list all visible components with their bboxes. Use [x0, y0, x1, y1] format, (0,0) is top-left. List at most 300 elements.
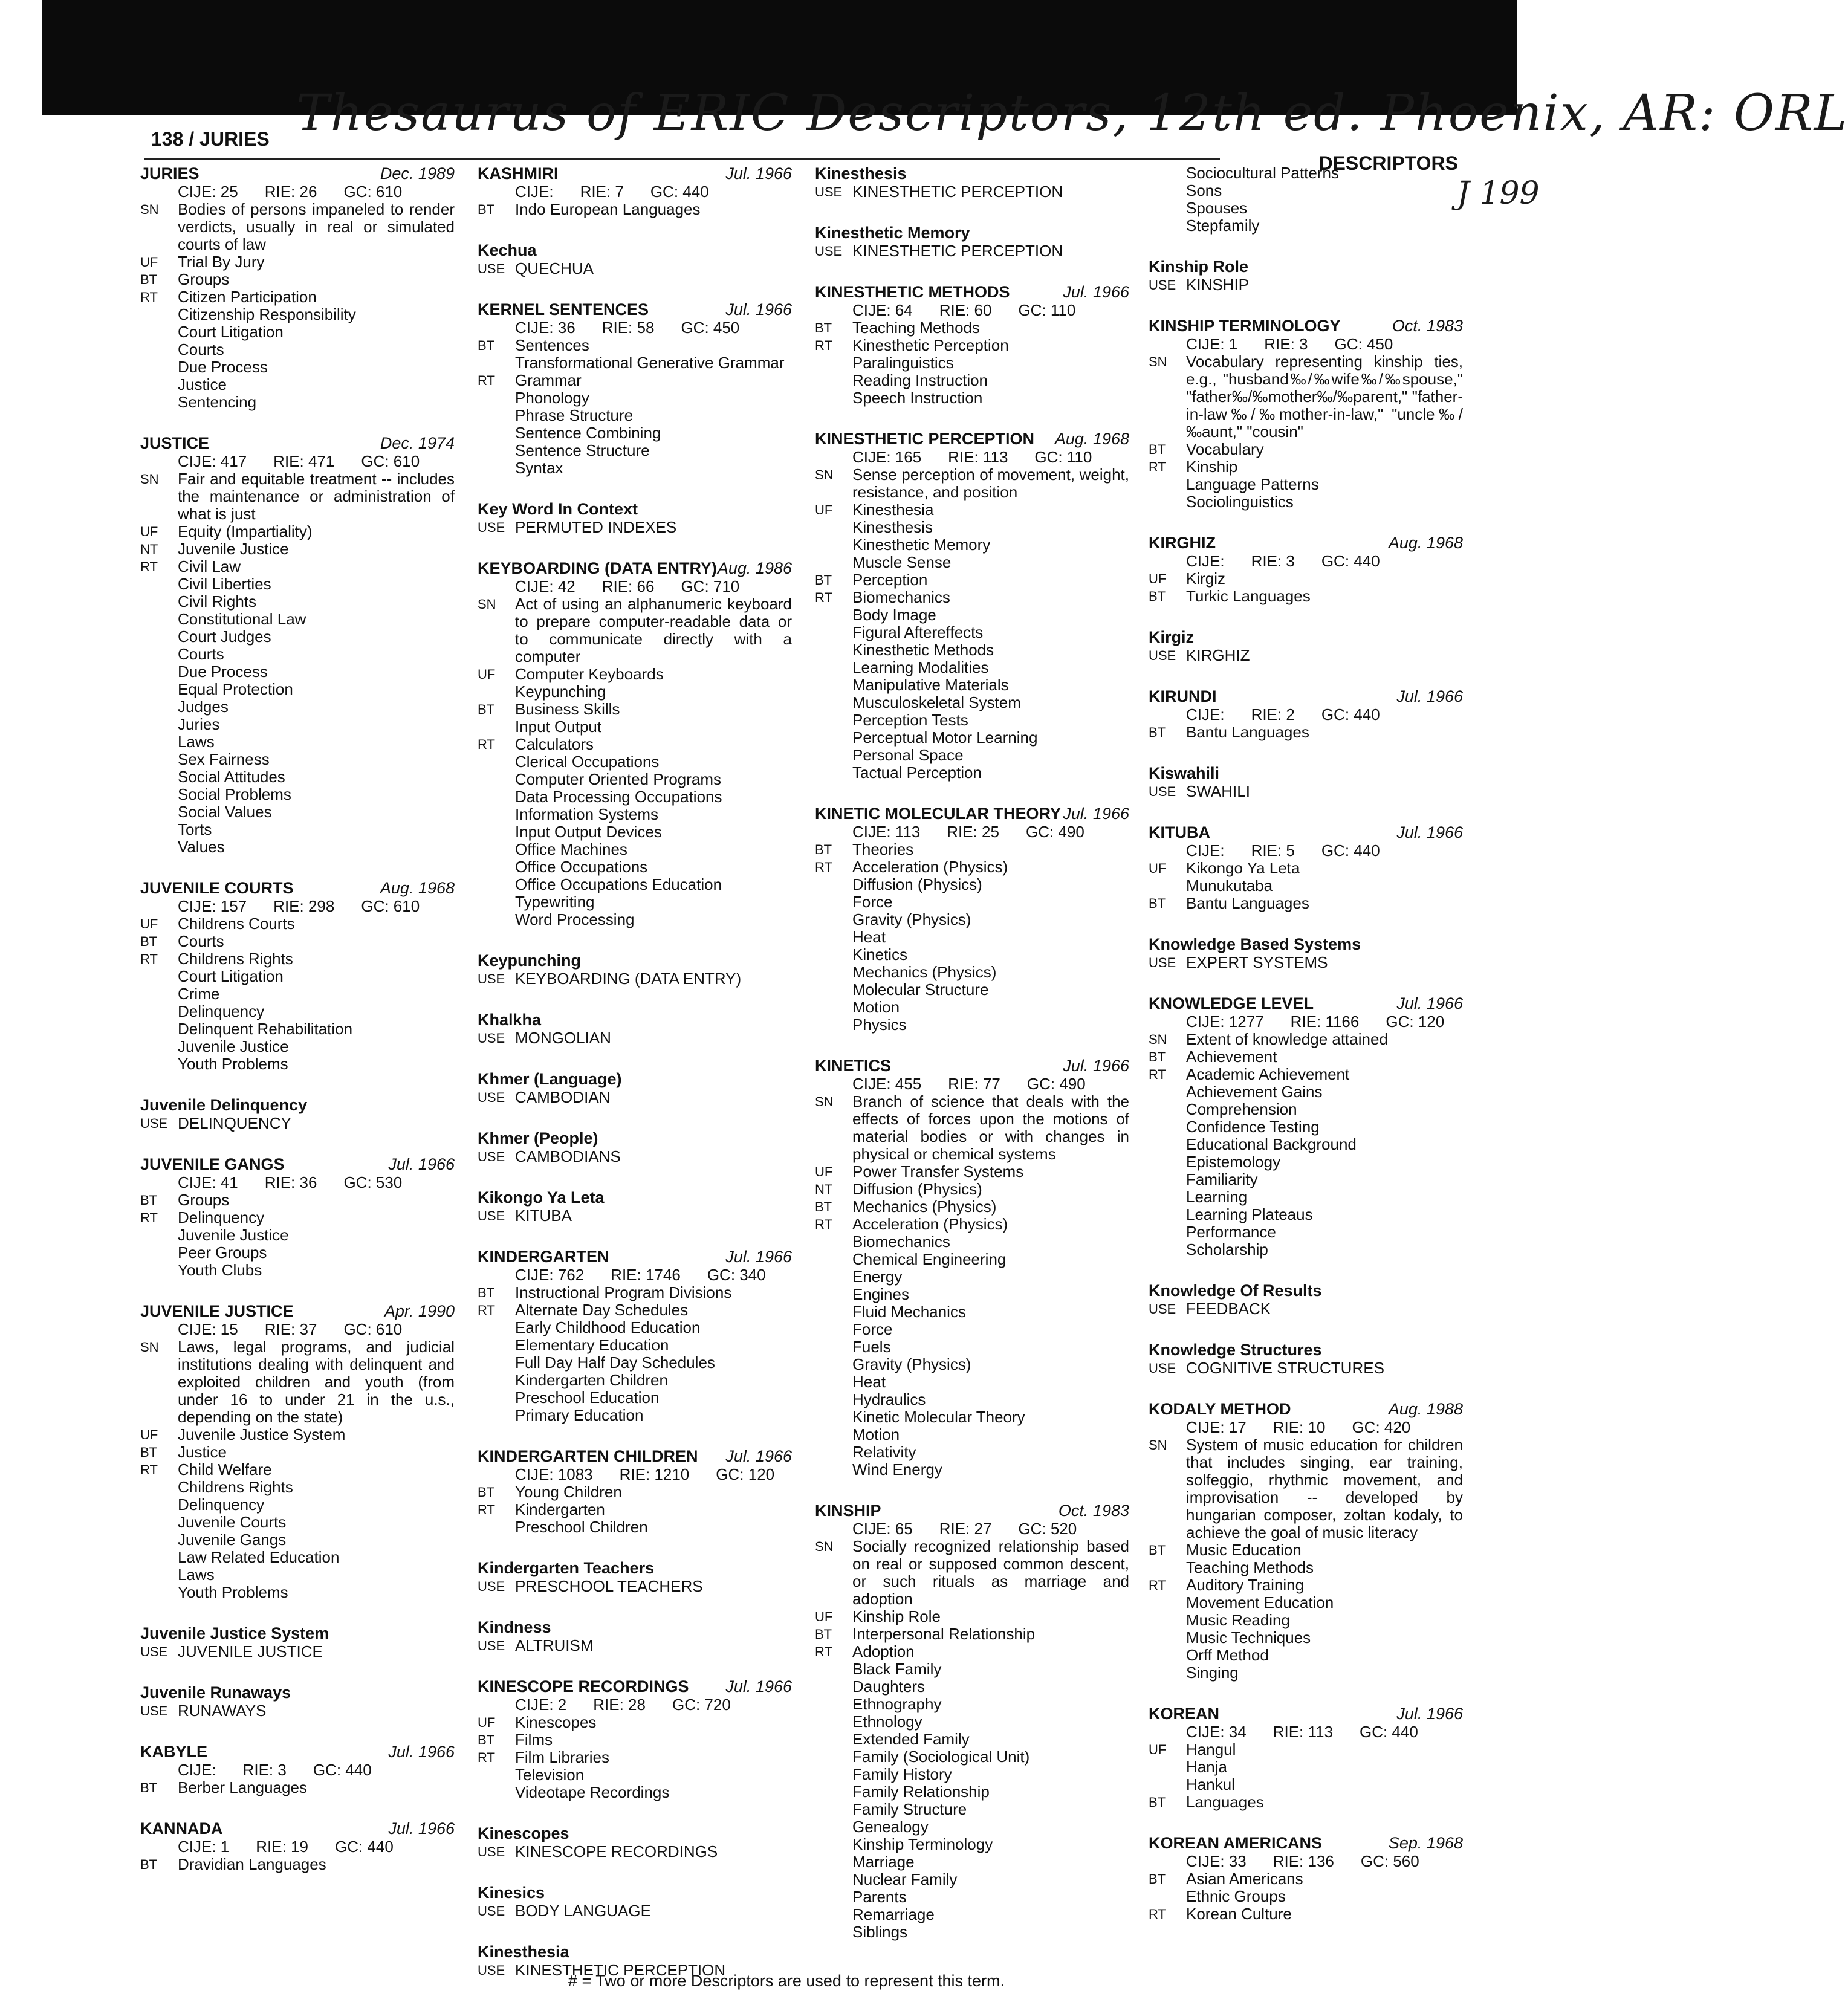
related-term: RUNAWAYS: [178, 1702, 267, 1720]
count-value: GC: 340: [707, 1266, 766, 1284]
related-term: KINSHIP: [1186, 276, 1250, 294]
entry-field: [1149, 199, 1463, 217]
related-term: KINESTHETIC PERCEPTION: [852, 183, 1063, 201]
field-code: [478, 1372, 515, 1389]
entry-field: [140, 786, 455, 803]
entry-field: [478, 389, 792, 407]
related-term: Academic Achievement: [1186, 1065, 1350, 1083]
related-term: Equity (Impartiality): [178, 522, 313, 540]
field-code: [815, 1286, 852, 1303]
field-code: [478, 407, 515, 424]
entry-field: [140, 540, 455, 558]
field-code: BT: [815, 1627, 832, 1642]
entry-field: [815, 1016, 1129, 1034]
count-value: GC: 440: [1359, 1723, 1418, 1741]
field-code: [815, 1818, 852, 1836]
count-value: GC: 120: [1386, 1012, 1445, 1031]
entry-heading: [478, 241, 792, 260]
posting-counts: [815, 449, 1129, 466]
entry-field: [815, 676, 1129, 694]
count-value: GC: 610: [343, 183, 403, 201]
related-term: Family Structure: [852, 1800, 967, 1818]
count-value: RIE: 5: [1251, 841, 1295, 860]
field-code: BT: [1149, 1049, 1166, 1064]
field-code: [140, 376, 178, 394]
posting-counts: [815, 302, 1129, 319]
field-code: SN: [1149, 354, 1167, 369]
entry-field: [478, 1784, 792, 1801]
related-term: Chemical Engineering: [852, 1250, 1007, 1268]
related-term: Ethnic Groups: [1186, 1887, 1286, 1905]
entry-heading: [1149, 994, 1463, 1013]
entry-heading: [1149, 628, 1463, 647]
field-code: USE: [140, 1703, 168, 1719]
field-code: [478, 424, 515, 442]
entry-field: [815, 589, 1129, 606]
posting-counts: [140, 183, 455, 201]
related-term: Languages: [1186, 1793, 1264, 1811]
entry-field: [140, 838, 455, 856]
posting-counts: [140, 1761, 455, 1779]
field-code: USE: [140, 1116, 168, 1131]
header-rule: [144, 158, 1220, 160]
related-term: Molecular Structure: [852, 980, 989, 999]
scope-note: Laws, legal programs, and judicial institutions dealing with delinquent and exploited children and youth (from under 16 to under 21 in the u.s., depending on the state): [178, 1338, 455, 1426]
thesaurus-entry: [478, 241, 792, 277]
related-term: Heat: [852, 1373, 886, 1391]
entry-heading: [478, 1447, 792, 1466]
count-value: RIE: 10: [1273, 1418, 1326, 1436]
field-code: USE: [478, 1149, 505, 1164]
entry-field: [478, 459, 792, 477]
thesaurus-entry: [478, 1884, 792, 1920]
entry-field: [815, 928, 1129, 946]
related-term: ALTRUISM: [515, 1636, 594, 1654]
related-term: Trial By Jury: [178, 253, 265, 271]
entry-field: [1149, 1576, 1463, 1594]
field-code: [1149, 1758, 1186, 1776]
thesaurus-entry: [1149, 764, 1463, 800]
entry-field: [140, 1549, 455, 1566]
entry-field: [140, 1191, 455, 1209]
count-value: CIJE:: [178, 1761, 216, 1779]
date-added: Aug. 1988: [1388, 1400, 1463, 1418]
count-value: GC: 520: [1018, 1520, 1077, 1538]
related-term: Citizen Participation: [178, 288, 317, 306]
count-value: RIE: 58: [601, 319, 655, 337]
entry-field: [1149, 1031, 1463, 1048]
field-code: [815, 1338, 852, 1356]
field-code: [140, 1584, 178, 1601]
entry-field: [815, 858, 1129, 876]
entry-heading: [140, 434, 455, 453]
entry-field: [140, 985, 455, 1003]
scope-note: Fair and equitable treatment -- includes the maintenance or administration of what is just: [178, 470, 455, 523]
field-code: [478, 788, 515, 806]
date-added: Jul. 1966: [388, 1819, 455, 1838]
entry-field: [478, 1336, 792, 1354]
date-added: Jul. 1966: [725, 1447, 792, 1465]
related-term: Computer Keyboards: [515, 665, 664, 683]
related-term: Office Occupations Education: [515, 875, 722, 893]
column-2: [478, 164, 792, 2002]
field-code: USE: [815, 244, 843, 259]
related-term: Delinquent Rehabilitation: [178, 1020, 353, 1038]
field-code: [815, 1853, 852, 1871]
entry-field: [815, 1538, 1129, 1608]
entry-heading: [478, 1129, 792, 1148]
count-value: GC: 440: [334, 1838, 394, 1856]
related-term: Interpersonal Relationship: [852, 1625, 1036, 1643]
count-value: CIJE: 1277: [1186, 1012, 1264, 1031]
entry-heading: [815, 430, 1129, 449]
related-term: Kindergarten Children: [515, 1371, 668, 1389]
entry-field: [140, 628, 455, 646]
posting-counts: [140, 1174, 455, 1191]
related-term: Language Patterns: [1186, 475, 1319, 493]
descriptor-term: JUVENILE COURTS: [140, 879, 294, 897]
scope-note: Socially recognized relationship based on real or supposed common descent, or such rituals as marriage and adoption: [852, 1537, 1129, 1608]
field-code: USE: [1149, 277, 1176, 293]
entry-heading: [140, 1683, 455, 1702]
count-value: RIE: 3: [242, 1761, 287, 1779]
entry-field: [140, 1514, 455, 1531]
thesaurus-entry: [1149, 994, 1463, 1259]
entry-field: [1149, 1594, 1463, 1612]
entry-field: [140, 1209, 455, 1226]
count-value: GC: 710: [681, 577, 740, 595]
entry-field: [815, 1443, 1129, 1461]
entry-field: [1149, 1758, 1463, 1776]
related-term: Energy: [852, 1268, 903, 1286]
field-code: RT: [815, 860, 832, 875]
entry-field: [478, 788, 792, 806]
field-code: [478, 1336, 515, 1354]
entry-field: [1149, 1300, 1463, 1318]
field-code: [1149, 1153, 1186, 1171]
related-term: Kinship: [1186, 458, 1238, 476]
related-term: Fluid Mechanics: [852, 1303, 966, 1321]
field-code: [478, 1518, 515, 1536]
count-value: RIE: 3: [1251, 552, 1295, 570]
related-term: Tactual Perception: [852, 763, 982, 782]
field-code: SN: [815, 1094, 834, 1109]
entry-heading: [478, 1248, 792, 1266]
entry-field: [478, 424, 792, 442]
field-code: [478, 876, 515, 893]
descriptor-term: KITUBA: [1149, 823, 1210, 841]
thesaurus-entry: [1149, 687, 1463, 741]
related-term: Due Process: [178, 358, 268, 376]
field-code: [1149, 1101, 1186, 1118]
page-number: 138 / JURIES: [151, 128, 270, 150]
posting-counts: [140, 898, 455, 915]
entry-field: [815, 1303, 1129, 1321]
related-term: Elementary Education: [515, 1336, 669, 1354]
field-code: UF: [478, 667, 496, 682]
entry-field: [815, 501, 1129, 519]
descriptor-term: Kinesthesis: [815, 164, 907, 183]
related-term: Dravidian Languages: [178, 1855, 326, 1873]
field-code: [815, 893, 852, 911]
related-term: Body Image: [852, 606, 936, 624]
entry-field: [815, 911, 1129, 928]
field-code: [815, 964, 852, 981]
entry-field: [815, 1888, 1129, 1906]
count-value: GC: 450: [1334, 335, 1393, 353]
related-term: Constitutional Law: [178, 610, 306, 628]
related-term: Sons: [1186, 181, 1222, 199]
entry-field: [478, 519, 792, 536]
entry-field: [478, 1483, 792, 1501]
related-term: Muscle Sense: [852, 553, 952, 571]
count-value: GC: 120: [716, 1465, 775, 1483]
entry-field: [140, 394, 455, 411]
entry-field: [1149, 588, 1463, 605]
posting-counts: [1149, 552, 1463, 570]
field-code: [1149, 1629, 1186, 1647]
related-term: Kikongo Ya Leta: [1186, 859, 1300, 877]
field-code: [140, 1514, 178, 1531]
related-term: Gravity (Physics): [852, 910, 971, 928]
related-term: Performance: [1186, 1223, 1276, 1241]
date-added: Jul. 1966: [1396, 687, 1463, 705]
entry-field: [815, 964, 1129, 981]
related-term: Youth Clubs: [178, 1261, 262, 1279]
field-code: [478, 1319, 515, 1336]
posting-counts: [815, 1520, 1129, 1538]
field-code: [815, 354, 852, 372]
field-code: [478, 858, 515, 876]
entry-field: [1149, 1171, 1463, 1188]
entry-field: [140, 915, 455, 933]
entry-field: [140, 1643, 455, 1660]
count-value: RIE: 37: [264, 1320, 317, 1338]
thesaurus-entry: [1149, 935, 1463, 971]
related-term: Delinquency: [178, 1495, 265, 1514]
descriptor-term: KINETIC MOLECULAR THEORY: [815, 805, 1061, 823]
scope-note: Branch of science that deals with the effects of forces upon the motions of material bodies or with changes in physical or chemical systems: [852, 1092, 1129, 1163]
field-code: SN: [140, 471, 159, 487]
field-code: BT: [140, 1857, 158, 1872]
field-code: RT: [815, 1217, 832, 1232]
entry-heading: [1149, 1834, 1463, 1853]
entry-field: [478, 1148, 792, 1165]
entry-field: [815, 999, 1129, 1016]
related-term: Hankul: [1186, 1775, 1235, 1793]
thesaurus-entry: [478, 1677, 792, 1801]
entry-field: [1149, 1647, 1463, 1664]
entry-field: [140, 611, 455, 628]
date-added: Jul. 1966: [1063, 283, 1129, 301]
descriptor-term: KIRUNDI: [1149, 687, 1217, 705]
field-code: [815, 999, 852, 1016]
related-term: Kinesthesia: [852, 500, 934, 519]
entry-field: [815, 764, 1129, 782]
entry-field: [815, 354, 1129, 372]
entry-field: [1149, 954, 1463, 971]
field-code: BT: [140, 1780, 158, 1795]
field-code: [1149, 1188, 1186, 1206]
related-term: Sociolinguistics: [1186, 493, 1294, 511]
entry-field: [140, 1055, 455, 1073]
field-code: [815, 1888, 852, 1906]
entry-field: [478, 1749, 792, 1766]
related-term: Citizenship Responsibility: [178, 305, 356, 323]
entry-field: [815, 1391, 1129, 1408]
entry-field: [140, 558, 455, 575]
related-term: Daughters: [852, 1677, 925, 1696]
entry-field: [478, 1372, 792, 1389]
entry-field: [1149, 1118, 1463, 1136]
thesaurus-entry: [1149, 164, 1463, 235]
field-code: [140, 1496, 178, 1514]
field-code: [815, 1696, 852, 1713]
thesaurus-entry: [1149, 823, 1463, 912]
related-term: Delinquency: [178, 1208, 265, 1226]
field-code: BT: [1149, 1871, 1166, 1887]
field-code: [815, 1373, 852, 1391]
related-term: Biomechanics: [852, 588, 950, 606]
descriptor-term: Kinesthesia: [478, 1943, 569, 1961]
field-code: [140, 663, 178, 681]
posting-counts: [140, 1321, 455, 1338]
count-value: RIE: 25: [947, 823, 999, 841]
field-code: [1149, 199, 1186, 217]
entry-field: [815, 536, 1129, 554]
field-code: [815, 1731, 852, 1748]
field-code: [1149, 217, 1186, 235]
entry-field: [478, 823, 792, 841]
entry-field: [815, 1731, 1129, 1748]
entry-field: [140, 768, 455, 786]
field-code: BT: [478, 1285, 495, 1300]
entry-field: [815, 1853, 1129, 1871]
entry-heading: [478, 1011, 792, 1029]
descriptor-term: Kiswahili: [1149, 764, 1220, 782]
count-value: CIJE: 113: [852, 823, 921, 841]
field-code: [140, 1531, 178, 1549]
related-term: Kinship Terminology: [852, 1835, 993, 1853]
field-code: [478, 911, 515, 928]
related-term: Engines: [852, 1285, 909, 1303]
field-code: [140, 681, 178, 698]
descriptor-term: Knowledge Based Systems: [1149, 935, 1361, 953]
related-term: Power Transfer Systems: [852, 1162, 1024, 1181]
section-label: DESCRIPTORS: [1318, 152, 1458, 174]
field-code: [815, 1801, 852, 1818]
thesaurus-entry: [478, 1129, 792, 1165]
entry-field: [478, 1843, 792, 1861]
field-code: [140, 733, 178, 751]
field-code: SN: [1149, 1032, 1167, 1047]
related-term: Confidence Testing: [1186, 1118, 1320, 1136]
field-code: RT: [478, 1502, 495, 1517]
related-term: Ethnology: [852, 1712, 922, 1731]
thesaurus-entry: [140, 1155, 455, 1279]
related-term: Munukutaba: [1186, 876, 1273, 895]
related-term: Learning Plateaus: [1186, 1205, 1313, 1223]
field-code: [140, 751, 178, 768]
related-term: Due Process: [178, 662, 268, 681]
thesaurus-entry: [478, 164, 792, 218]
field-code: [478, 683, 515, 701]
entry-field: [815, 1216, 1129, 1233]
related-term: Achievement: [1186, 1048, 1277, 1066]
count-value: RIE: 19: [256, 1838, 308, 1856]
entry-field: [140, 933, 455, 950]
entry-field: [815, 554, 1129, 571]
entry-field: [140, 1443, 455, 1461]
entry-field: [140, 1003, 455, 1020]
entry-field: [478, 893, 792, 911]
entry-field: [815, 1766, 1129, 1783]
entry-field: [1149, 353, 1463, 441]
related-term: Diffusion (Physics): [852, 875, 982, 893]
related-term: Familiarity: [1186, 1170, 1258, 1188]
related-term: Civil Liberties: [178, 575, 271, 593]
field-code: [815, 911, 852, 928]
entry-field: [140, 575, 455, 593]
date-added: Aug. 1968: [380, 879, 455, 897]
related-term: Musculoskeletal System: [852, 693, 1021, 711]
entry-field: [1149, 458, 1463, 476]
related-term: Extended Family: [852, 1730, 970, 1748]
related-term: Teaching Methods: [852, 319, 981, 337]
related-term: Childrens Rights: [178, 1478, 293, 1496]
related-term: Achievement Gains: [1186, 1083, 1323, 1101]
entry-field: [1149, 1048, 1463, 1066]
field-code: [815, 1268, 852, 1286]
field-code: [1149, 1136, 1186, 1153]
field-code: [815, 711, 852, 729]
field-code: [140, 358, 178, 376]
related-term: Delinquency: [178, 1002, 265, 1020]
entry-field: [1149, 1241, 1463, 1259]
count-value: GC: 560: [1360, 1852, 1419, 1870]
related-term: Relativity: [852, 1443, 916, 1461]
entry-field: [478, 718, 792, 736]
field-code: [140, 1038, 178, 1055]
entry-field: [815, 729, 1129, 747]
entry-field: [140, 1020, 455, 1038]
field-code: [815, 1461, 852, 1479]
entry-heading: [478, 1824, 792, 1843]
related-term: Kinesthetic Memory: [852, 536, 991, 554]
field-code: RT: [478, 1303, 495, 1318]
field-code: RT: [478, 373, 495, 388]
entry-field: [140, 1115, 455, 1132]
field-code: [140, 1549, 178, 1566]
field-code: SN: [140, 202, 159, 217]
field-code: RT: [140, 951, 158, 967]
related-term: Juvenile Justice: [178, 1037, 289, 1055]
descriptor-term: KINESCOPE RECORDINGS: [478, 1677, 689, 1696]
count-value: RIE: 2: [1251, 705, 1295, 724]
field-code: [140, 821, 178, 838]
field-code: BT: [815, 1199, 832, 1214]
related-term: Turkic Languages: [1186, 587, 1311, 605]
thesaurus-entry: [478, 1070, 792, 1106]
field-code: USE: [815, 184, 843, 199]
entry-field: [815, 747, 1129, 764]
posting-counts: [478, 183, 792, 201]
field-code: SN: [815, 467, 834, 482]
related-term: Auditory Training: [1186, 1576, 1305, 1594]
field-code: [815, 519, 852, 536]
entry-field: [478, 1407, 792, 1424]
entry-field: [140, 1262, 455, 1279]
